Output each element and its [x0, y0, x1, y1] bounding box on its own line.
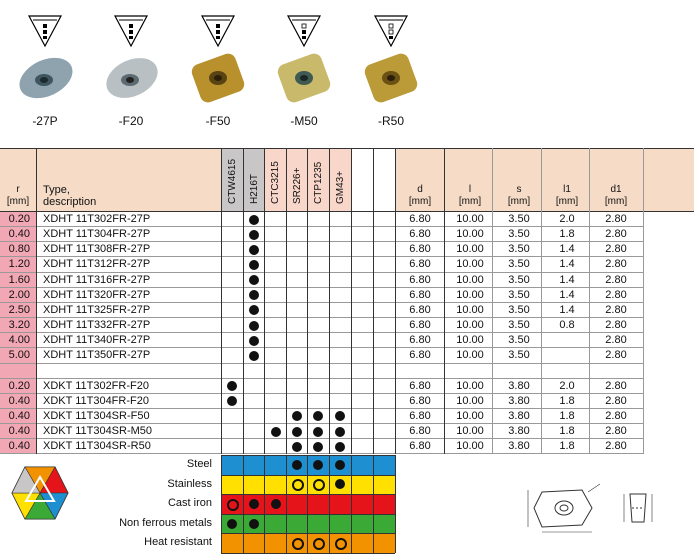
s-cell: 3.50: [508, 273, 530, 286]
d-cell: 6.80: [409, 273, 431, 286]
d-cell: 6.80: [409, 213, 431, 225]
band-divider: [329, 475, 330, 495]
availability-dot: [249, 305, 259, 315]
dim-s-header: s [mm]: [507, 184, 531, 207]
availability-dot: [313, 427, 323, 437]
suitability-dot: [249, 519, 259, 529]
band-divider: [373, 533, 374, 553]
d1-cell: 2.80: [605, 273, 627, 286]
s-cell: 3.50: [508, 228, 530, 241]
s-cell: 3.80: [508, 440, 530, 453]
band-divider: [264, 475, 265, 495]
l1-cell: [545, 333, 589, 348]
band-divider: [329, 455, 330, 475]
d1-cell: 2.80: [605, 440, 627, 453]
material-hexagon-icon: [10, 465, 70, 521]
l1-cell: 1.4: [559, 288, 575, 301]
band-divider: [351, 494, 352, 514]
d-cell: 6.80: [409, 258, 431, 271]
d-cell: 6.80: [409, 319, 431, 332]
material-color-band: [221, 514, 395, 534]
availability-dot: [292, 411, 302, 421]
band-divider: [329, 533, 330, 553]
row-divider: [0, 408, 643, 409]
band-divider: [286, 514, 287, 534]
dim-d1-header: d1 [mm]: [604, 184, 628, 207]
r-cell: 5.00: [0, 348, 36, 363]
material-label: Stainless: [167, 477, 212, 490]
row-divider: [0, 256, 643, 257]
l-cell: 10.00: [456, 288, 484, 301]
r-cell: 1.60: [0, 273, 36, 288]
d-cell: 6.80: [409, 409, 431, 422]
row-divider: [0, 393, 643, 394]
r-cell: 4.00: [0, 333, 36, 348]
type-cell: XDHT 11T304FR-27P: [43, 228, 151, 241]
r-cell: 2.00: [0, 288, 36, 303]
variant-label: -F20: [118, 114, 144, 128]
availability-dot: [227, 381, 237, 391]
l1-cell: 1.8: [559, 425, 575, 438]
band-divider: [243, 494, 244, 514]
row-divider: [0, 317, 643, 318]
type-desc: description: [43, 196, 97, 208]
r-cell: 0.40: [0, 439, 36, 454]
row-divider: [0, 302, 643, 303]
r-cell: 0.20: [0, 212, 36, 227]
l1-cell: [545, 348, 589, 363]
type-cell: XDHT 11T320FR-27P: [43, 288, 151, 301]
availability-dot: [313, 442, 323, 452]
material-color-band: [221, 494, 395, 514]
band-divider: [264, 533, 265, 553]
band-divider: [351, 514, 352, 534]
d1-cell: 2.80: [605, 243, 627, 256]
dim-l1-header: l1 [mm]: [555, 184, 579, 207]
l1-cell: 1.8: [559, 228, 575, 241]
band-divider: [286, 494, 287, 514]
availability-dot: [249, 230, 259, 240]
band-top: [221, 494, 395, 495]
row-divider: [0, 332, 643, 333]
s-cell: 3.50: [508, 349, 530, 362]
s-cell: 3.80: [508, 425, 530, 438]
row-divider: [0, 363, 643, 364]
type-cell: XDKT 11T304FR-F20: [43, 394, 149, 407]
d1-cell: 2.80: [605, 228, 627, 241]
suitability-dot: [313, 460, 323, 470]
r-cell: 3.20: [0, 318, 36, 333]
band-divider: [373, 455, 374, 475]
l1-cell: 1.8: [559, 440, 575, 453]
d1-cell: 2.80: [605, 258, 627, 271]
row-divider: [0, 226, 643, 227]
r-cell: 0.40: [0, 394, 36, 409]
suitability-dot: [335, 460, 345, 470]
l-cell: 10.00: [456, 349, 484, 362]
s-cell: 3.80: [508, 409, 530, 422]
grade-sr226: SR226+: [292, 167, 303, 204]
d-cell: 6.80: [409, 243, 431, 256]
availability-dot: [249, 351, 259, 361]
l-cell: 10.00: [456, 243, 484, 256]
s-cell: 3.50: [508, 258, 530, 271]
band-divider: [243, 514, 244, 534]
d1-cell: 2.80: [605, 213, 627, 225]
band-divider: [286, 533, 287, 553]
l1-cell: 1.4: [559, 258, 575, 271]
l-cell: 10.00: [456, 334, 484, 347]
suitability-dot: [292, 460, 302, 470]
d1-cell: 2.80: [605, 425, 627, 438]
band-divider: [243, 455, 244, 475]
type-label: Type,: [43, 184, 70, 196]
variant-label: -M50: [290, 114, 318, 128]
d1-cell: 2.80: [605, 379, 627, 392]
d-cell: 6.80: [409, 349, 431, 362]
l-cell: 10.00: [456, 213, 484, 225]
variant-label: -F50: [205, 114, 231, 128]
grade-ctc3215: CTC3215: [270, 161, 281, 204]
band-top: [221, 533, 395, 534]
band-divider: [307, 533, 308, 553]
r-header: [0, 184, 36, 208]
d1-cell: 2.80: [605, 303, 627, 316]
availability-dot: [249, 275, 259, 285]
band-divider: [329, 514, 330, 534]
band-divider: [307, 514, 308, 534]
l-cell: 10.00: [456, 258, 484, 271]
row-divider: [0, 423, 643, 424]
availability-dot: [249, 260, 259, 270]
d-cell: 6.80: [409, 394, 431, 407]
grade-gm43: GM43+: [335, 170, 346, 204]
availability-dot: [335, 427, 345, 437]
material-label: Steel: [186, 458, 212, 470]
band-divider: [307, 455, 308, 475]
type-cell: XDHT 11T316FR-27P: [43, 273, 151, 286]
l-cell: 10.00: [456, 425, 484, 438]
r-cell: 0.20: [0, 379, 36, 394]
l1-cell: 1.8: [559, 394, 575, 407]
type-cell: XDKT 11T304SR-M50: [43, 425, 153, 438]
s-cell: 3.50: [508, 303, 530, 316]
material-color-band: [221, 533, 395, 553]
l1-cell: 1.4: [559, 303, 575, 316]
r-unit: [mm]: [6, 196, 30, 207]
r-cell: 2.50: [0, 303, 36, 318]
band-divider: [264, 494, 265, 514]
d-cell: 6.80: [409, 440, 431, 453]
table-header: [0, 148, 694, 211]
band-top: [221, 514, 395, 515]
grade-ctp1235: CTP1235: [313, 161, 324, 204]
band-divider: [307, 494, 308, 514]
suitability-ring: [227, 499, 239, 511]
s-cell: 3.50: [508, 319, 530, 332]
row-divider: [0, 438, 643, 439]
l1-cell: 2.0: [559, 213, 575, 225]
l1-cell: 1.8: [559, 409, 575, 422]
availability-dot: [249, 245, 259, 255]
type-cell: XDKT 11T304SR-R50: [43, 440, 151, 453]
s-cell: 3.50: [508, 334, 530, 347]
band-divider: [286, 475, 287, 495]
variant-label: -R50: [377, 114, 404, 128]
dim-l-header: l [mm]: [458, 184, 482, 207]
band-divider: [307, 475, 308, 495]
band-divider: [243, 475, 244, 495]
availability-dot: [249, 321, 259, 331]
band-left: [221, 455, 222, 553]
suitability-dot: [249, 499, 259, 509]
l1-cell: 1.4: [559, 243, 575, 256]
d-cell: 6.80: [409, 303, 431, 316]
variant-label: -27P: [32, 114, 58, 128]
type-cell: XDHT 11T332FR-27P: [43, 319, 151, 332]
d-cell: 6.80: [409, 425, 431, 438]
d1-cell: 2.80: [605, 288, 627, 301]
band-top: [221, 475, 395, 476]
material-label: Non ferrous metals: [119, 516, 212, 529]
availability-dot: [271, 427, 281, 437]
band-divider: [351, 533, 352, 553]
d-cell: 6.80: [409, 228, 431, 241]
r-cell: 0.40: [0, 424, 36, 439]
type-cell: XDHT 11T302FR-27P: [43, 213, 151, 225]
r-cell: 0.40: [0, 409, 36, 424]
row-divider: [0, 241, 643, 242]
band-divider: [243, 533, 244, 553]
type-cell: XDKT 11T304SR-F50: [43, 409, 150, 422]
material-label: Heat resistant: [144, 536, 212, 549]
insert-drawing-icon: [520, 480, 670, 535]
d1-cell: 2.80: [605, 334, 627, 347]
r-cell: 0.40: [0, 227, 36, 242]
s-cell: 3.80: [508, 379, 530, 392]
row-divider: [0, 347, 643, 348]
d-cell: 6.80: [409, 334, 431, 347]
band-divider: [286, 455, 287, 475]
l1-cell: 0.8: [559, 319, 575, 332]
type-cell: XDKT 11T302FR-F20: [43, 379, 149, 392]
s-cell: 3.50: [508, 288, 530, 301]
material-color-band: [221, 475, 395, 495]
availability-dot: [292, 442, 302, 452]
row-divider: [0, 272, 643, 273]
band-divider: [373, 475, 374, 495]
type-cell: XDHT 11T325FR-27P: [43, 303, 151, 316]
l-cell: 10.00: [456, 228, 484, 241]
d-cell: 6.80: [409, 379, 431, 392]
band-top: [221, 455, 395, 456]
r-cell: 1.20: [0, 257, 36, 272]
type-cell: XDHT 11T340FR-27P: [43, 334, 151, 347]
l-cell: 10.00: [456, 303, 484, 316]
band-divider: [264, 514, 265, 534]
l-cell: 10.00: [456, 319, 484, 332]
band-divider: [351, 455, 352, 475]
dim-d-header: d [mm]: [408, 184, 432, 207]
availability-dot: [313, 411, 323, 421]
suitability-dot: [227, 519, 237, 529]
band-divider: [329, 494, 330, 514]
r-cell-empty: [0, 364, 36, 379]
material-label: Cast iron: [167, 497, 212, 510]
band-right: [395, 455, 396, 553]
d1-cell: 2.80: [605, 349, 627, 362]
suitability-dot: [271, 499, 281, 509]
grade-ctw4615: CTW4615: [227, 158, 238, 204]
material-color-band: [221, 455, 395, 475]
availability-dot: [292, 427, 302, 437]
row-divider: [0, 378, 643, 379]
s-cell: 3.80: [508, 394, 530, 407]
r-label: r: [16, 184, 20, 195]
s-cell: 3.50: [508, 213, 530, 225]
s-cell: 3.50: [508, 243, 530, 256]
availability-dot: [249, 290, 259, 300]
band-divider: [264, 455, 265, 475]
l-cell: 10.00: [456, 394, 484, 407]
l-cell: 10.00: [456, 409, 484, 422]
d1-cell: 2.80: [605, 394, 627, 407]
l1-cell: 2.0: [559, 379, 575, 392]
availability-dot: [249, 215, 259, 225]
r-cell: 0.80: [0, 242, 36, 257]
row-divider: [0, 287, 643, 288]
l-cell: 10.00: [456, 379, 484, 392]
band-divider: [373, 514, 374, 534]
type-cell: XDHT 11T350FR-27P: [43, 349, 151, 362]
availability-dot: [249, 336, 259, 346]
availability-dot: [335, 442, 345, 452]
d-cell: 6.80: [409, 288, 431, 301]
availability-dot: [335, 411, 345, 421]
band-divider: [373, 494, 374, 514]
band-divider: [351, 475, 352, 495]
availability-dot: [227, 396, 237, 406]
type-cell: XDHT 11T308FR-27P: [43, 243, 151, 256]
type-header: [43, 184, 96, 208]
l1-cell: 1.4: [559, 273, 575, 286]
type-cell: XDHT 11T312FR-27P: [43, 258, 151, 271]
grade-h216t: H216T: [249, 173, 260, 204]
d1-cell: 2.80: [605, 319, 627, 332]
l-cell: 10.00: [456, 440, 484, 453]
d1-cell: 2.80: [605, 409, 627, 422]
l-cell: 10.00: [456, 273, 484, 286]
